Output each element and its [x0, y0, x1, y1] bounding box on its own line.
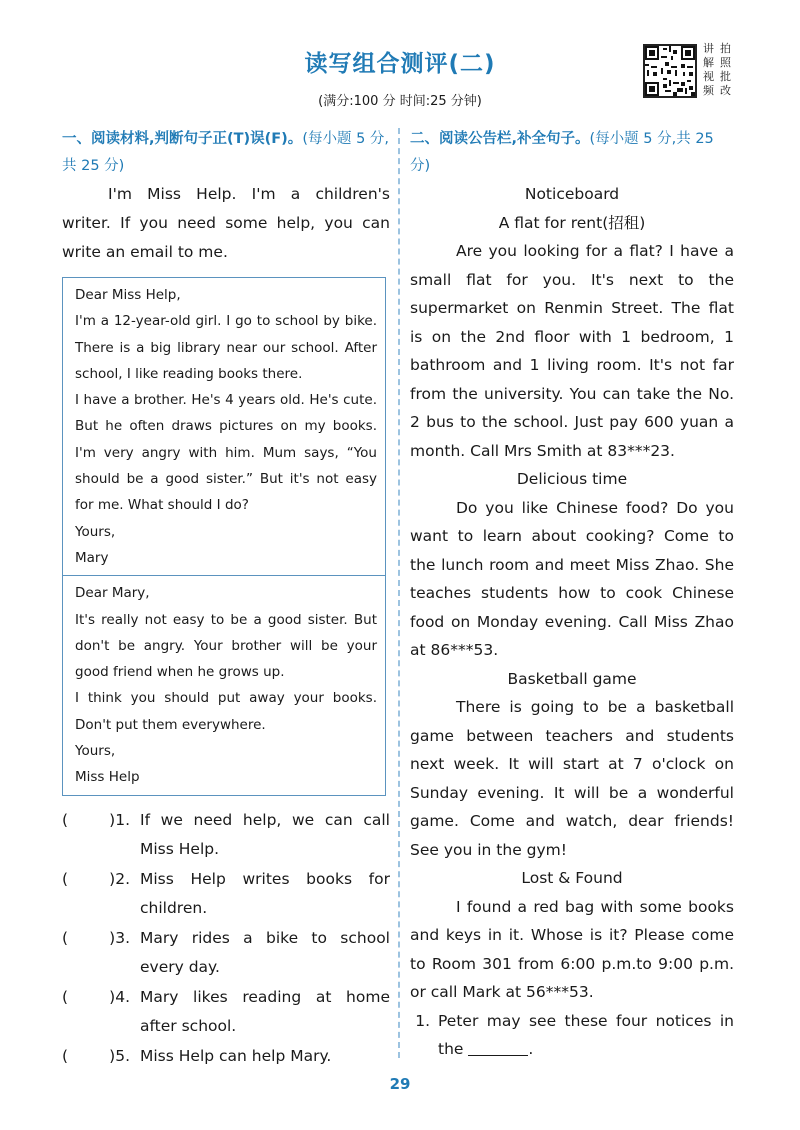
qr-label: 改 [720, 84, 731, 97]
letter-greeting: Dear Mary, [75, 585, 150, 602]
qr-label: 解 [703, 56, 714, 69]
answer-paren[interactable]: ( [62, 810, 69, 829]
question-text-end: . [528, 1040, 534, 1058]
qr-label: 视 [703, 70, 714, 83]
section-2-title: 二、阅读公告栏,补全句子。(每小题 5 分,共 25 分) [410, 131, 714, 174]
question-item[interactable] [62, 983, 390, 1042]
question-number: )3. [109, 928, 130, 947]
noticeboard-title: Noticeboard [524, 185, 620, 203]
intro-paragraph: I'm Miss Help. I'm a children's writer. If you need some help, you can write an email to me. [62, 185, 390, 261]
question-number: )1. [109, 810, 130, 829]
letter-from-mary [63, 278, 385, 575]
section-2 [410, 126, 734, 1064]
question-text: Peter may see these four notices in the [438, 1011, 734, 1058]
section-2-score-note: (每小题 5 分,共 25 分) [410, 131, 714, 174]
qr-labels [700, 42, 734, 98]
letter-signature: Mary [75, 549, 109, 566]
question-text: Miss Help can help Mary. [140, 1046, 332, 1065]
section-1-score-note: (每小题 5 分,共 25 分) [62, 131, 390, 174]
qr-label: 频 [703, 84, 714, 97]
letter-paragraph: It's really not easy to be a good sister. But don't be angry. Your brother will be your good friend when he grows up. [75, 611, 377, 681]
question-number: )5. [109, 1046, 130, 1065]
qr-label: 照 [720, 56, 731, 69]
letter-signature: Miss Help [75, 769, 140, 786]
question-item[interactable] [62, 806, 390, 865]
notice-body: I found a red bag with some books and keys in it. Whose is it? Please come to Room 301 from 6:00 p.m.to 9:00 p.m. or call Mark at 56***53. [410, 897, 734, 1001]
notice-heading: Basketball game [507, 669, 637, 688]
notice-body: Are you looking for a flat? I have a small flat for you. It's next to the supermarket on Renmin Street. The flat is on the 2nd floor with 1 bedroom, 1 bathroom and 1 living room. It's not far from the university. You can take the No. 2 bus to the school. Just pay 600 yuan a month. Call Mrs Smith at 83***23. [410, 242, 734, 460]
letter-paragraph: I'm a 12-year-old girl. I go to school by bike. There is a big library near our school. After school, I like reading books there. [75, 313, 377, 382]
question-item[interactable] [62, 1042, 390, 1072]
answer-paren[interactable]: ( [62, 928, 69, 947]
question-text: Mary likes reading at home after school. [140, 987, 390, 1036]
notice-body: Do you like Chinese food? Do you want to learn about cooking? Come to the lunch room and meet Miss Zhao. She teaches students how to cook Chinese food on Monday evening. Call Miss Zhao at 86***53. [410, 498, 734, 659]
letter-greeting: Dear Miss Help, [75, 287, 181, 303]
answer-paren[interactable]: ( [62, 869, 69, 888]
notice-heading: Lost & Found [521, 869, 623, 887]
letter-from-miss-help [63, 575, 385, 794]
letter-paragraph: I think you should put away your books. Don't put them everywhere. [75, 690, 377, 733]
letter-closing: Yours, [75, 743, 116, 760]
answer-paren[interactable]: ( [62, 987, 69, 1006]
question-item[interactable] [62, 924, 390, 983]
score-time-info: (满分:100 分 时间:25 分钟) [318, 94, 482, 109]
question-number: )4. [109, 987, 130, 1006]
fill-blank-question [410, 1007, 734, 1064]
question-item[interactable] [62, 865, 390, 924]
answer-paren[interactable]: ( [62, 1046, 69, 1065]
page-header [0, 0, 800, 115]
section-1-title: 一、阅读材料,判断句子正(T)误(F)。(每小题 5 分,共 25 分) [62, 131, 390, 174]
section-1 [62, 126, 390, 1071]
answer-blank[interactable] [468, 1037, 528, 1056]
qr-label: 拍 [720, 42, 731, 55]
question-text: Miss Help writes books for children. [140, 869, 390, 918]
question-text: Mary rides a bike to school every day. [140, 928, 390, 977]
notice-heading: A flat for rent(招租) [498, 213, 646, 232]
notice-heading: Delicious time [516, 470, 628, 488]
letters-box [62, 277, 386, 796]
question-text: If we need help, we can call Miss Help. [140, 810, 390, 859]
question-number: 1. [415, 1011, 430, 1030]
true-false-questions [62, 806, 390, 1072]
column-divider [398, 128, 400, 1058]
qr-label: 批 [720, 70, 731, 83]
letter-closing: Yours, [75, 523, 116, 540]
notice-body: There is going to be a basketball game between teachers and students next week. It will start at 7 o'clock on Sunday evening. It will be a wonderful game. Come and watch, dear friends! See you in the gym! [410, 698, 734, 859]
page-title: 读写组合测评(二) [304, 51, 496, 77]
letter-paragraph: I have a brother. He's 4 years old. He's cute. But he often draws pictures on my books. I'm very angry with him. Mum says, “You should be a good sister.” But it's not easy for me. What should I do? [75, 392, 377, 514]
qr-code-icon[interactable] [643, 44, 697, 98]
question-number: )2. [109, 869, 130, 888]
page-number: 29 [389, 1075, 411, 1093]
qr-label: 讲 [703, 42, 714, 55]
